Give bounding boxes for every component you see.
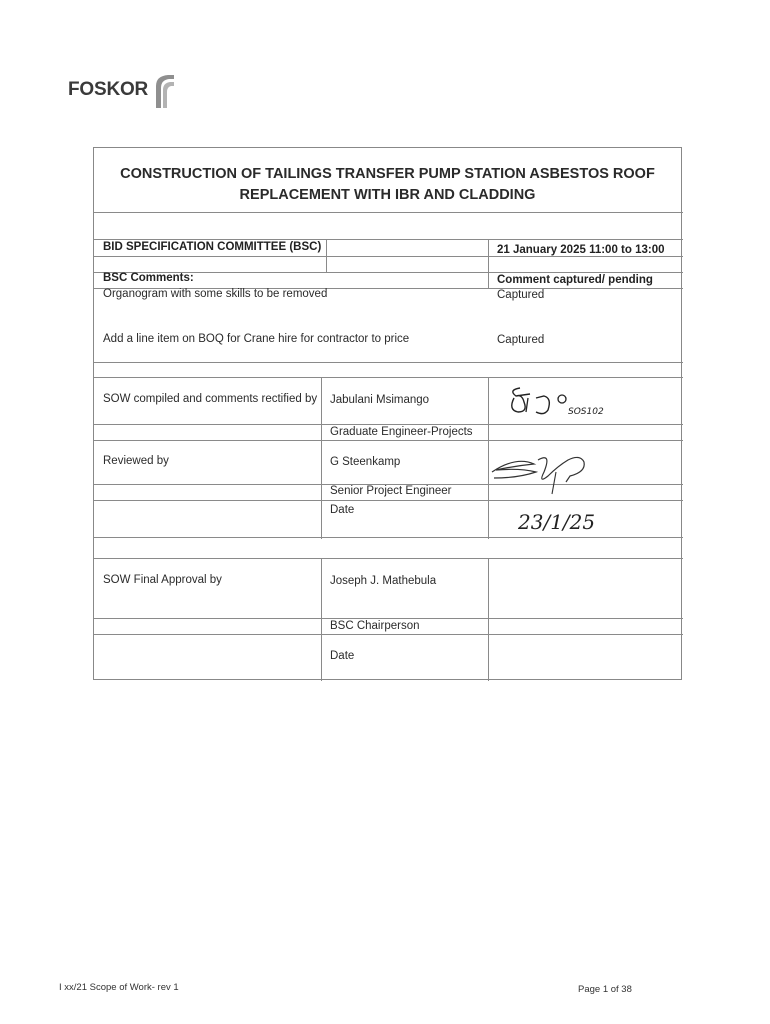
divider bbox=[94, 440, 683, 441]
reviewed-by-name: G Steenkamp bbox=[330, 456, 401, 468]
divider bbox=[94, 500, 683, 501]
approval-label: SOW Final Approval by bbox=[103, 574, 222, 586]
signature-note: SOS102 bbox=[568, 407, 604, 417]
handwritten-date bbox=[512, 503, 602, 535]
title-line-2: REPLACEMENT WITH IBR AND CLADDING bbox=[239, 187, 536, 203]
comments-header: BSC Comments: bbox=[103, 272, 194, 284]
reviewed-by-label: Reviewed by bbox=[103, 455, 169, 467]
divider bbox=[488, 558, 489, 681]
signature-reviewer bbox=[486, 442, 606, 498]
footer-doc-ref: I xx/21 Scope of Work- rev 1 bbox=[59, 982, 179, 993]
comment-status: Captured bbox=[497, 334, 545, 346]
handwritten-date-text: 23/1/25 bbox=[518, 510, 596, 534]
approval-form bbox=[93, 147, 682, 680]
divider bbox=[94, 212, 683, 213]
document-title bbox=[94, 164, 681, 206]
compiled-by-title: Graduate Engineer-Projects bbox=[330, 426, 473, 438]
divider bbox=[94, 362, 683, 363]
approval-name: Joseph J. Mathebula bbox=[330, 575, 437, 587]
divider bbox=[94, 424, 683, 425]
title-line-1: CONSTRUCTION OF TAILINGS TRANSFER PUMP STATION ASBESTOS ROOF bbox=[120, 166, 655, 182]
divider bbox=[94, 239, 683, 240]
divider bbox=[94, 618, 683, 619]
divider bbox=[326, 239, 327, 272]
divider bbox=[321, 558, 322, 681]
signature-compiler bbox=[506, 382, 631, 424]
logo-text: FOSKOR bbox=[68, 79, 149, 100]
status-header: Comment captured/ pending bbox=[497, 274, 653, 286]
divider bbox=[94, 537, 683, 538]
divider bbox=[94, 377, 683, 378]
foskor-logo-icon bbox=[152, 72, 176, 108]
reviewed-by-title: Senior Project Engineer bbox=[330, 485, 452, 497]
divider bbox=[321, 377, 322, 539]
compiled-by-label: SOW compiled and comments rectified by bbox=[103, 393, 318, 405]
comment-status: Captured bbox=[497, 289, 545, 301]
divider bbox=[94, 558, 683, 559]
committee-label: BID SPECIFICATION COMMITTEE (BSC) bbox=[103, 241, 322, 253]
divider bbox=[94, 634, 683, 635]
comment-text: Organogram with some skills to be removed bbox=[103, 288, 328, 300]
comment-text: Add a line item on BOQ for Crane hire for contractor to price bbox=[103, 333, 410, 345]
footer-page-number: Page 1 of 38 bbox=[578, 984, 632, 995]
approval-date-label: Date bbox=[330, 650, 355, 662]
divider bbox=[488, 239, 489, 272]
foskor-logo bbox=[68, 70, 176, 110]
review-date-label: Date bbox=[330, 504, 355, 516]
divider bbox=[94, 256, 683, 257]
divider bbox=[488, 272, 489, 288]
meeting-date: 21 January 2025 11:00 to 13:00 bbox=[497, 244, 665, 256]
compiled-by-name: Jabulani Msimango bbox=[330, 394, 430, 406]
approval-title: BSC Chairperson bbox=[330, 620, 420, 632]
